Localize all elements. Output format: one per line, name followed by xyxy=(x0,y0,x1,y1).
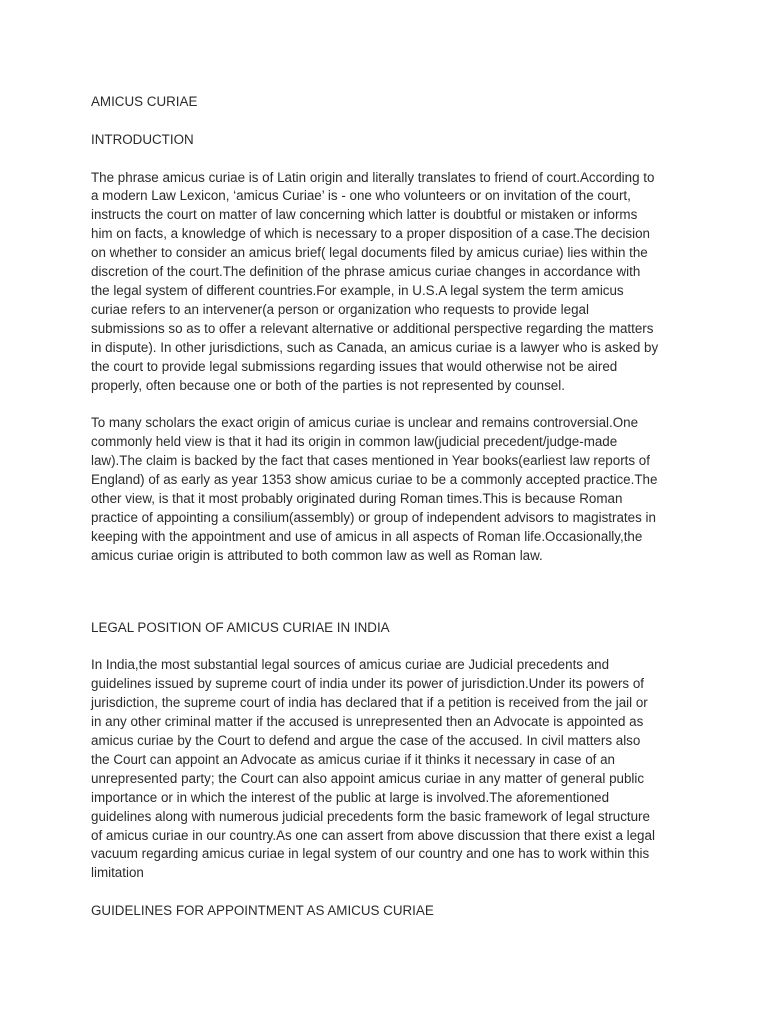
document-title: AMICUS CURIAE xyxy=(91,94,198,109)
legal-position-paragraph: In India,the most substantial legal sources of amicus curiae are Judicial precedents and guidelines issued by supreme court of india under its power of jurisdiction.Under its powers of jurisdiction, the supreme court of india has declared that if a petition is received from the jail or in any other criminal matter if the accused is unrepresented then an Advocate is appointed as amicus curiae by the Court to defend and argue the case of the accused. In civil matters also the Court can appoint an Advocate as amicus curiae if it thinks it necessary in case of an unrepresented party; the Court can also appoint amicus curiae in any matter of general public importance or in which the interest of the public at large is involved.The aforementioned guidelines along with numerous judicial precedents form the basic framework of legal structure of amicus curiae in our country.As one can assert from above discussion that there exist a legal vacuum regarding amicus curiae in legal system of our country and one has to work within this limitation xyxy=(91,657,655,881)
section-heading-legal-position: LEGAL POSITION OF AMICUS CURIAE IN INDIA xyxy=(91,619,390,635)
section-heading-introduction: INTRODUCTION xyxy=(91,131,194,147)
intro-paragraph-1: The phrase amicus curiae is of Latin origin and literally translates to friend of court.According to a modern Law Lexicon, ‘amicus Curiae’ is - one who volunteers or on invitation of the court, instructs the court on matter of law concerning which latter is doubtful or mistaken or informs him on facts, a knowledge of which is necessary to a proper disposition of a case.The decision on whether to consider an amicus brief( legal documents filed by amicus curiae) lies within the discretion of the court.The definition of the phrase amicus curiae changes in accordance with the legal system of different countries.For example, in U.S.A legal system the term amicus curiae refers to an intervener(a person or organization who requests to provide legal submissions so as to offer a relevant alternative or additional perspective regarding the matters in dispute). In other jurisdictions, such as Canada, an amicus curiae is a lawyer who is asked by the court to provide legal submissions regarding issues that would otherwise not be aired properly, often because one or both of the parties is not represented by counsel. xyxy=(91,169,659,393)
intro-paragraph-2: To many scholars the exact origin of amicus curiae is unclear and remains controversial.One commonly held view is that it had its origin in common law(judicial precedent/judge-made law).The claim is backed by the fact that cases mentioned in Year books(earliest law reports of England) of as early as year 1353 show amicus curiae to be a commonly accepted practice.The other view, is that it most probably originated during Roman times.This is because Roman practice of appointing a consilium(assembly) or group of independent advisors to magistrates in keeping with the appointment and use of amicus in all aspects of Roman life.Occasionally,the amicus curiae origin is attributed to both common law as well as Roman law. xyxy=(91,415,658,563)
document-page xyxy=(91,93,691,921)
section-heading-guidelines: GUIDELINES FOR APPOINTMENT AS AMICUS CURIAE xyxy=(91,903,434,919)
